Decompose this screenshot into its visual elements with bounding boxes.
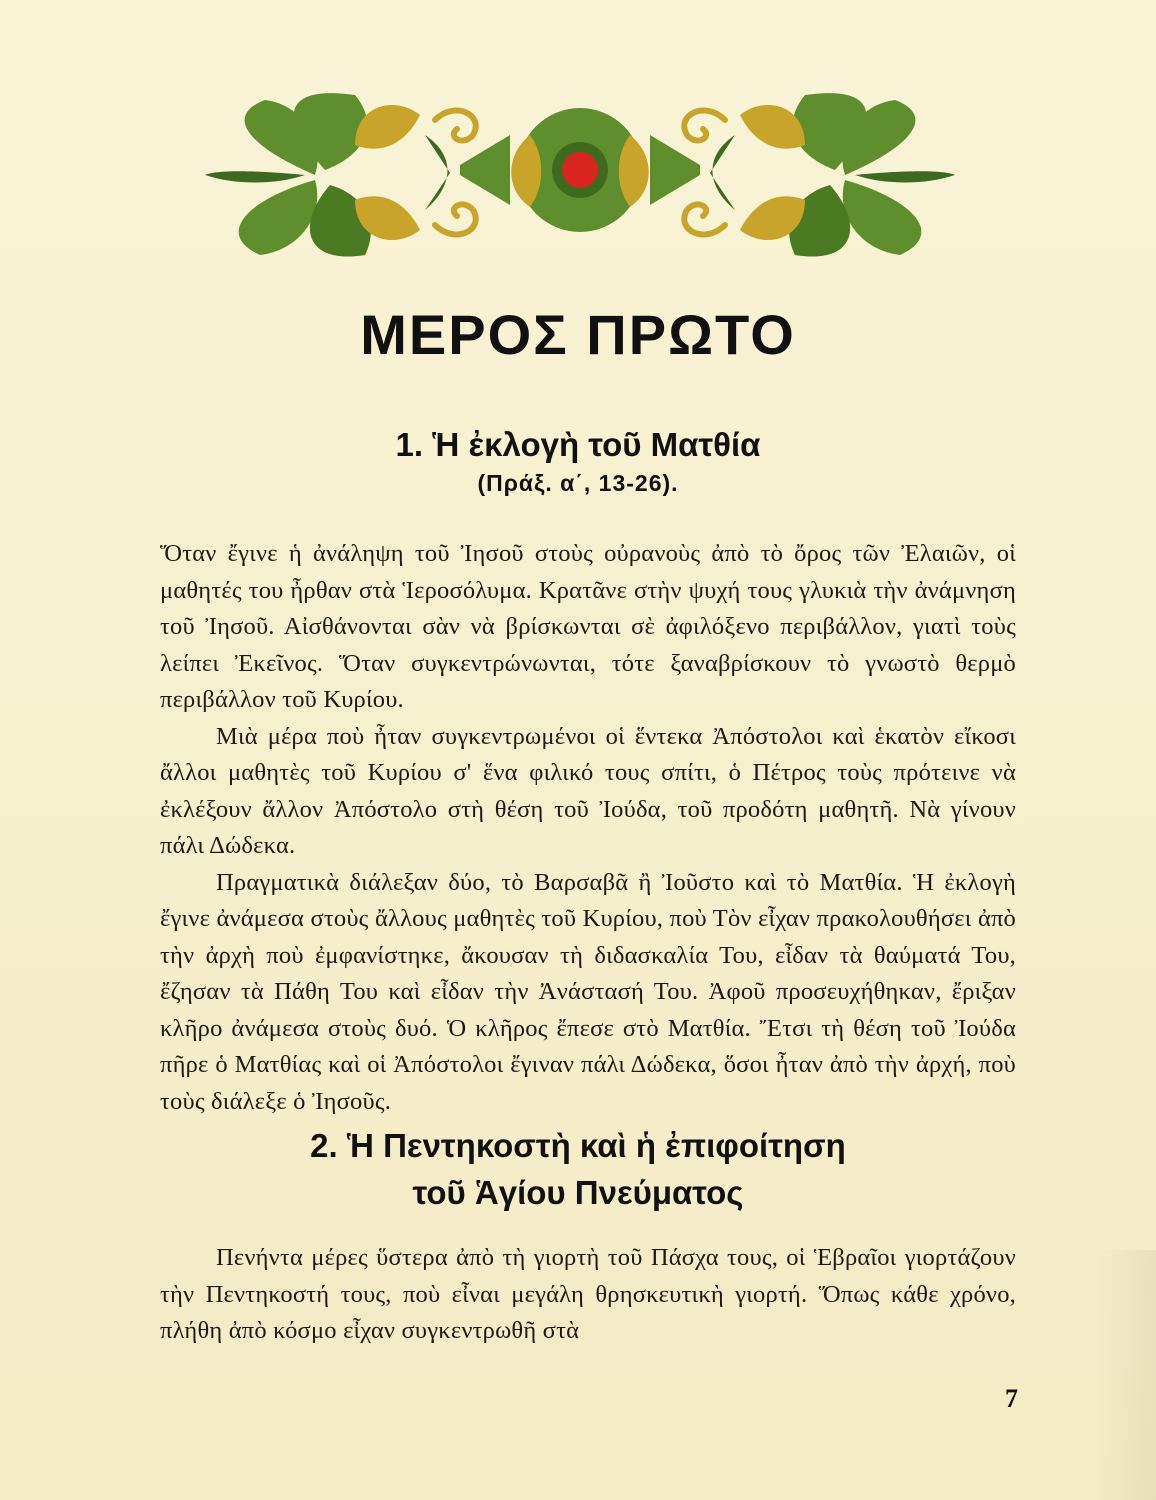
ornament-right-spiral-bottom bbox=[684, 204, 725, 234]
ornament-right-leaf-side bbox=[855, 171, 955, 182]
chapter-1-reference: (Πράξ. α΄, 13-26). bbox=[477, 470, 679, 496]
page-number: 7 bbox=[1005, 1384, 1018, 1413]
ornament-left-spiral-bottom bbox=[435, 204, 476, 234]
ornament-left-leaf-side bbox=[205, 171, 305, 182]
chapter-2-title-line-1: 2. Ἡ Πεντηκοστὴ καὶ ἡ ἐπιφοίτηση bbox=[310, 1127, 846, 1164]
ornament-left-trumpet-bell bbox=[425, 135, 450, 210]
ornament-right-trumpet-bell bbox=[710, 135, 735, 210]
chapter-1-paragraph: Πραγματικὰ διάλεξαν δύο, τὸ Βαρσαβᾶ ἢ Ἰοῦστο καὶ τὸ Ματθία. Ἡ ἐκλογὴ ἔγινε ἀνάμεσα στοὺς ἄλλους μαθητὲς τοῦ Κυρίου, ποὺ Τὸν εἶχαν πρακολουθήσει ἀπὸ τὴν ἀρχὴ ποὺ ἐμφανίστηκε, ἄκουσαν τὴ διδασκαλία Του, εἶδαν τὰ θαύματά Του, ἔζησαν τὰ Πάθη Του καὶ εἶδαν τὴν Ἀνάστασή Του. Ἀφοῦ προσευχήθηκαν, ἔριξαν κλῆρο ἀνάμεσα στοὺς δυό. Ὁ κλῆρος ἔπεσε στὸ Ματθία. Ἔτσι τὴ θέση τοῦ Ἰούδα πῆρε ὁ Ματθίας καὶ οἱ Ἀπόστολοι ἔγιναν πάλι Δώδεκα, ὅσοι ἦταν ἀπὸ τὴν ἀρχή, ποὺ τοὺς διάλεξε ὁ Ἰησοῦς. bbox=[160, 868, 1016, 1115]
ornament-left-leaf-lower bbox=[239, 180, 318, 255]
ornament-left-spiral-top bbox=[435, 111, 476, 141]
chapter-1-paragraph: Ὅταν ἔγινε ἡ ἀνάληψη τοῦ Ἰησοῦ στοὺς οὐρανοὺς ἀπὸ τὸ ὄρος τῶν Ἐλαιῶν, οἱ μαθητές του ἦρθαν στὰ Ἱεροσόλυμα. Κρατᾶνε στὴν ψυχή τους γλυκιὰ τὴν ἀνάμνηση τοῦ Ἰησοῦ. Αἰσθάνονται σὰν νὰ βρίσκωνται σὲ ἀφιλόξενο περιβάλλον, γιατὶ τοὺς λείπει Ἐκεῖνος. Ὅταν συγκεντρώνωνται, τότε ξαναβρίσκουν τὸ γνωστὸ θερμὸ περιβάλλον τοῦ Κυρίου. bbox=[160, 540, 1016, 713]
chapter-2-title-line-2: τοῦ Ἁγίου Πνεύματος bbox=[412, 1174, 744, 1211]
ornament-right-leaf-lower bbox=[843, 180, 922, 255]
chapter-2-paragraph: Πενήντα μέρες ὕστερα ἀπὸ τὴ γιορτὴ τοῦ Πάσχα τους, οἱ Ἑβραῖοι γιορτάζουν τὴν Πεντηκοστή τους, ποὺ εἶναι μεγάλη θρησκευτικὴ γιορτή. Ὅπως κάθε χρόνο, πλήθη ἀπὸ κόσμο εἶχαν συγκεντρωθῆ στὰ bbox=[160, 1244, 1016, 1344]
chapter-1-title: 1. Ἡ ἐκλογὴ τοῦ Ματθία bbox=[395, 426, 761, 463]
floral-ornament bbox=[205, 75, 955, 270]
chapter-1-paragraph: Μιὰ μέρα ποὺ ἦταν συγκεντρωμένοι οἱ ἕντεκα Ἀπόστολοι καὶ ἑκατὸν εἴκοσι ἄλλοι μαθητὲς τοῦ Κυρίου σ' ἕνα φιλικό τους σπίτι, ὁ Πέτρος τοὺς πρότεινε νὰ ἐκλέξουν ἄλλον Ἀπόστολο στὴ θέση τοῦ Ἰούδα, τοῦ προδότη μαθητῆ. Νὰ γίνουν πάλι Δώδεκα. bbox=[160, 722, 1016, 859]
page-edge-shadow bbox=[1096, 1250, 1156, 1500]
ornament-right-spiral-top bbox=[684, 111, 725, 141]
chapter-2-body bbox=[160, 1240, 1016, 1350]
chapter-2-title bbox=[0, 1122, 1156, 1216]
ornament-left-trumpet bbox=[460, 135, 510, 205]
ornament-center-dot bbox=[562, 152, 598, 188]
ornament-right-trumpet bbox=[650, 135, 700, 205]
part-title: ΜΕΡΟΣ ΠΡΩΤΟ bbox=[360, 303, 796, 366]
chapter-1-body bbox=[160, 536, 1016, 1120]
